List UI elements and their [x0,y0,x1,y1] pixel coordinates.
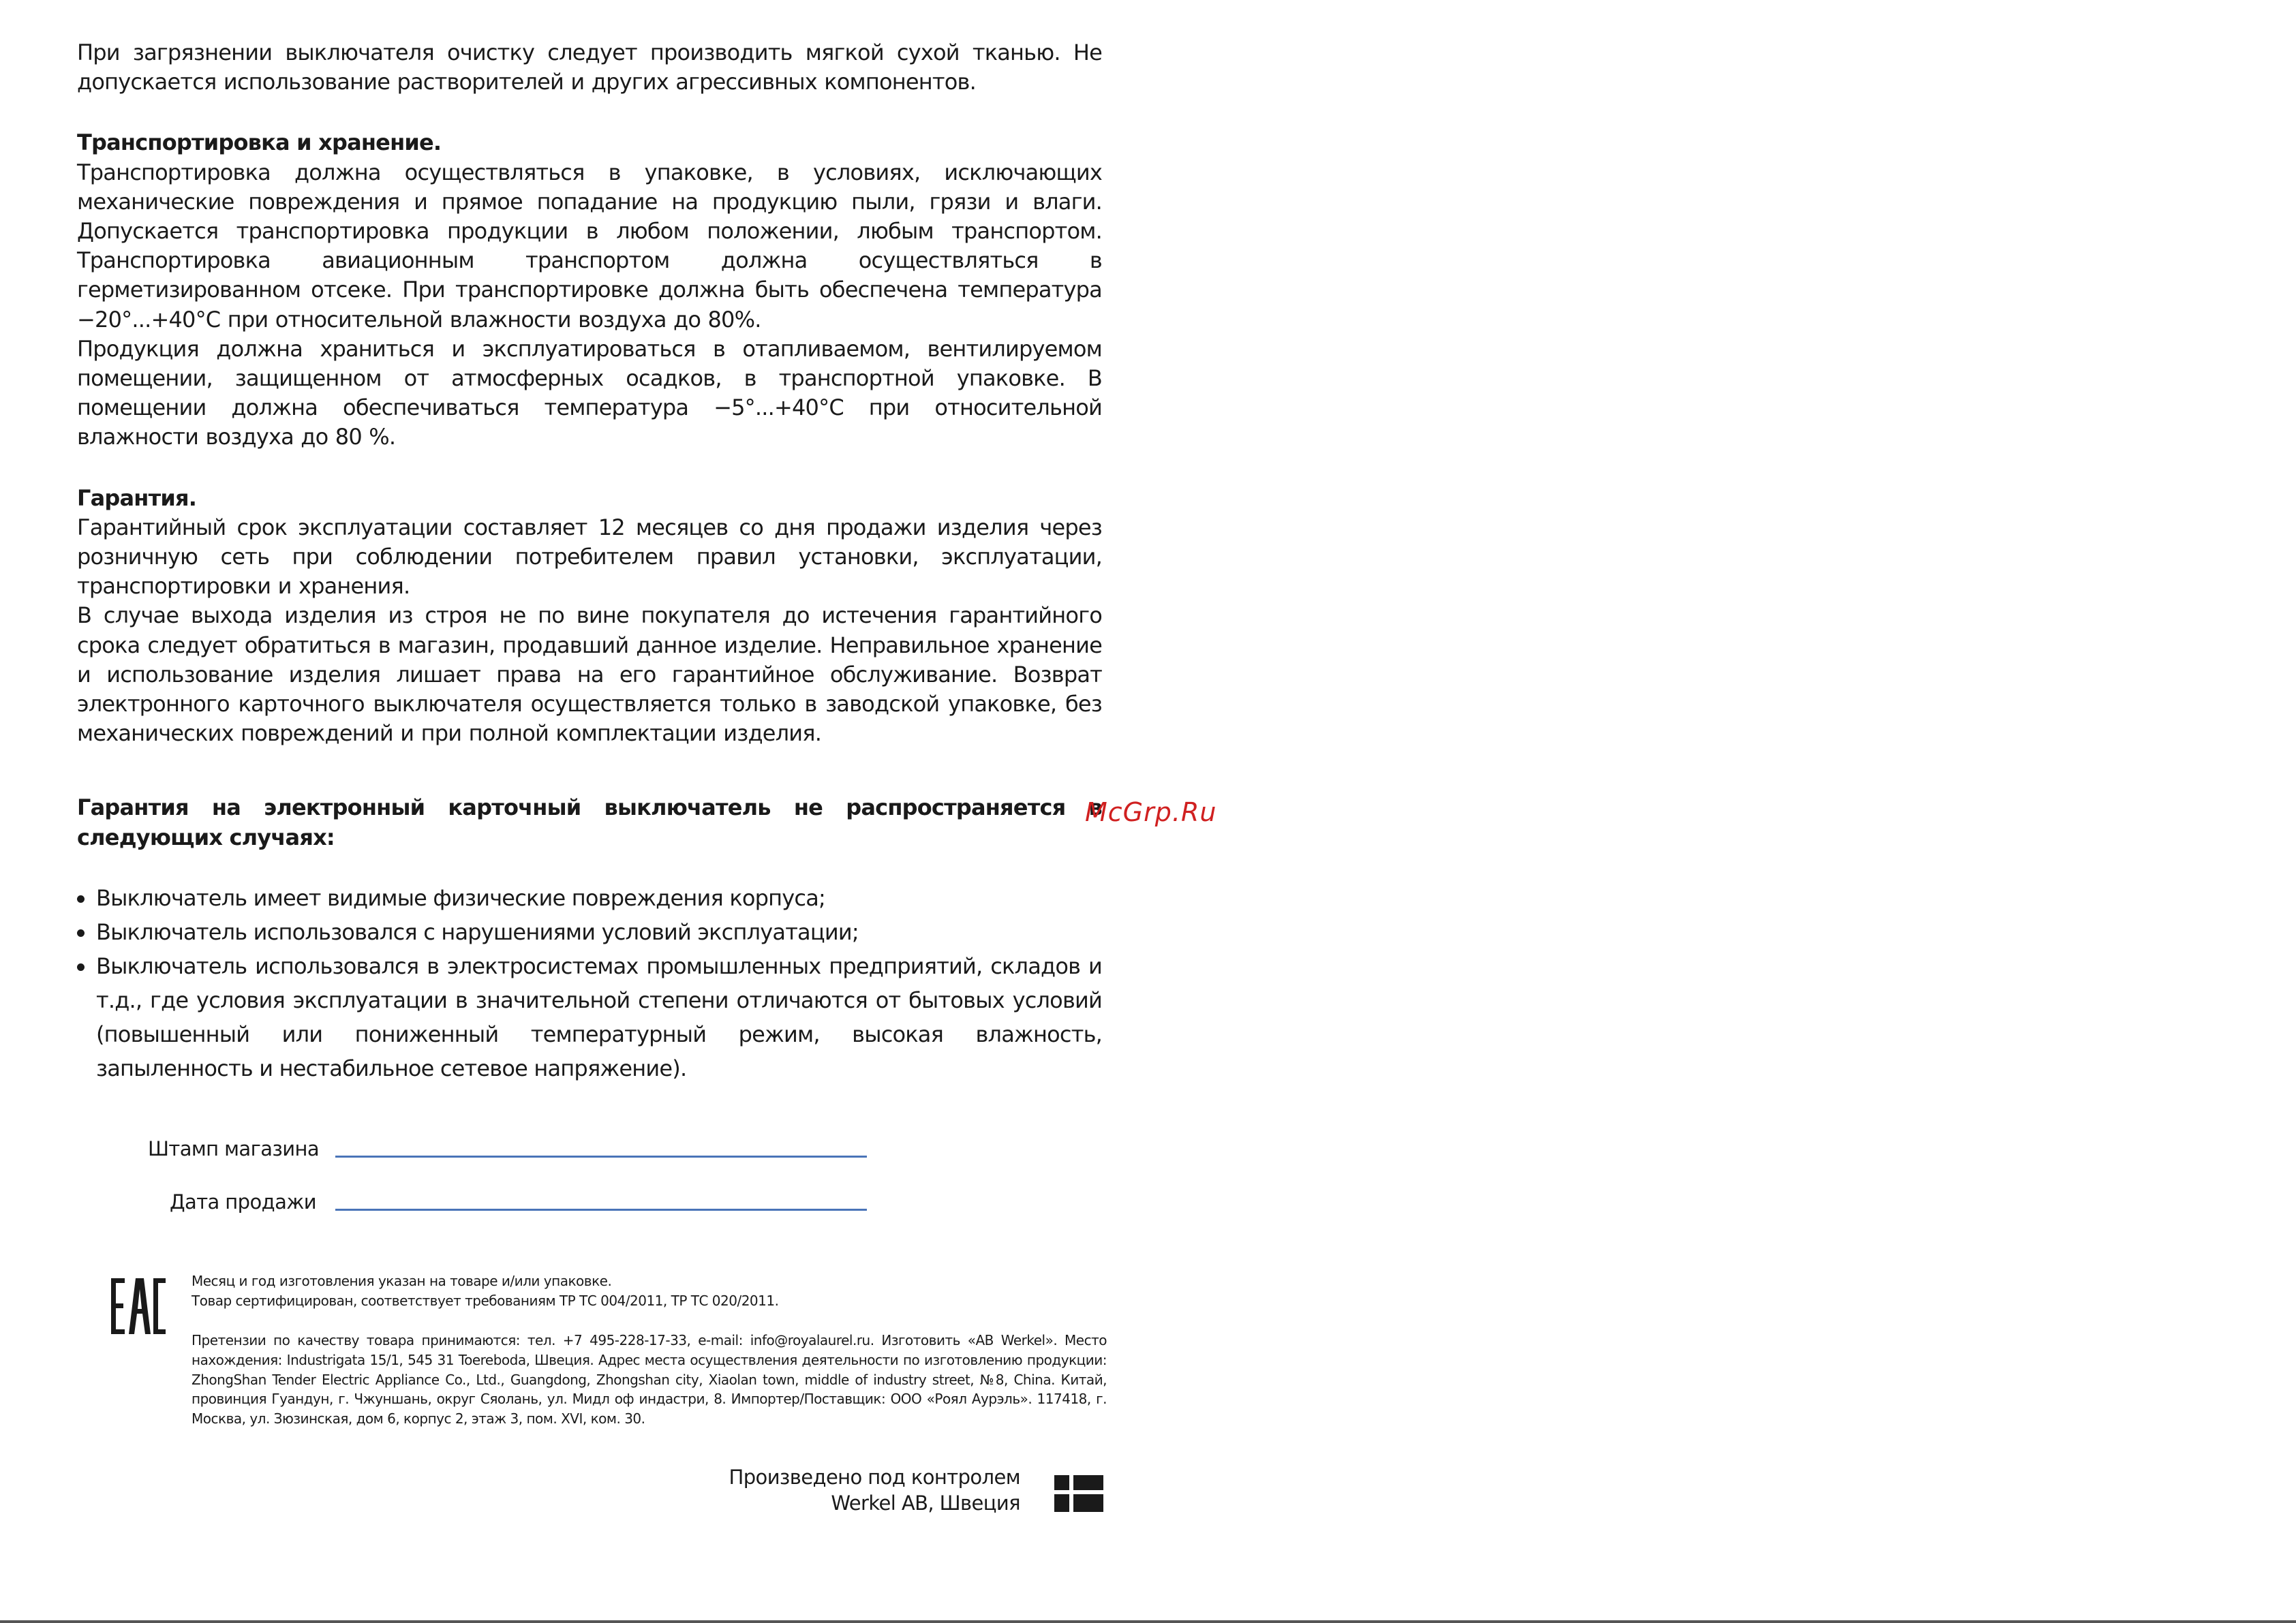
list-item: Выключатель использовался в электросистемах промышленных предприятий, складов и т.д., где условия эксплуатации в значительной степени отличаются от бытовых условий (повышенный или пониженный температурный режим, высокая влажность, запыленность и нестабильное сетевое напряжение). [77,949,1102,1085]
bullet-icon [77,929,85,937]
claims-paragraph: Претензии по качеству товара принимаются: тел. +7 495-228-17-33, e-mail: info@royalaurel.ru. Изготовить «AB Werkel». Место нахождения: Industrigata 15/1, 545 31 Toereboda, Швеция. Адрес места осуществления деятельности по изготовлению продукции: ZhongShan Tender Electric Appliance Co., Ltd., Guangdong, Zhongshan city, Xiaolan town, middle of industry street, №8, China. Китай, провинция Гуандун, г. Чжуншань, округ Сяолань, ул. Мидл оф индастри, 8. Импортер/Поставщик: ООО «Роял Аурэль». 117418, г. Москва, ул. Зюзинская, дом 6, корпус 2, этаж 3, пом. XVI, ком. 30. [192,1332,1107,1427]
page-bottom-border [0,1620,2296,1623]
warranty-paragraph-1: Гарантийный срок эксплуатации составляет 12 месяцев со дня продажи изделия через розничную сеть при соблюдении потребителем правил установки, эксплуатации, транспортировки и хранения. [77,514,1102,600]
produced-line-1: Произведено под контролем [729,1466,1020,1489]
sale-date-label: Дата продажи [170,1190,317,1214]
list-item: Выключатель использовался с нарушениями условий эксплуатации; [77,915,1102,949]
certification-note: Товар сертифицирован, соответствует требованиям ТР ТС 004/2011, ТР ТС 020/2011. [192,1293,779,1309]
sale-date-line[interactable] [335,1209,867,1211]
watermark: McGrp.Ru [1085,797,1217,827]
exclusions-heading: Гарантия на электронный карточный выключатель не распространяется в следующих случаях: [77,794,1102,850]
transport-heading: Транспортировка и хранение. [77,129,442,156]
storage-paragraph: Продукция должна храниться и эксплуатироваться в отапливаемом, вентилируемом помещении, защищенном от атмосферных осадков, в транспортной упаковке. В помещении должна обеспечиваться температура −5°...+40°С при относительной влажности воздуха до 80 %. [77,335,1102,450]
cleaning-paragraph: При загрязнении выключателя очистку следует производить мягкой сухой тканью. Не допускается использование растворителей и других агрессивных компонентов. [77,40,1102,95]
bullet-icon [77,895,85,903]
list-item: Выключатель имеет видимые физические повреждения корпуса; [77,881,1102,915]
werkel-logo-icon [1054,1475,1103,1512]
produced-line-2: Werkel AB, Швеция [831,1491,1020,1515]
shop-stamp-line[interactable] [335,1156,867,1158]
document-body [77,38,1102,1085]
shop-stamp-label: Штамп магазина [148,1137,319,1160]
eac-mark-icon [111,1278,166,1334]
bullet-icon [77,963,85,971]
exclusions-list [77,881,1102,1085]
manufacture-date-note: Месяц и год изготовления указан на товаре и/или упаковке. [192,1273,612,1289]
produced-under-control [729,1464,1020,1516]
warranty-heading: Гарантия. [77,484,197,511]
warranty-paragraph-2: В случае выхода изделия из строя не по вине покупателя до истечения гарантийного срока следует обратиться в магазин, продавший данное изделие. Неправильное хранение и использование изделия лишает права на его гарантийное обслуживание. Возврат электронного карточного выключателя осуществляется только в заводской упаковке, без механических повреждений и при полной комплектации изделия. [77,602,1102,747]
transport-paragraph-1: Транспортировка должна осуществляться в упаковке, в условиях, исключающих механические повреждения и прямое попадание на продукцию пыли, грязи и влаги. Допускается транспортировка продукции в любом положении, любым транспортом. Транспортировка авиационным транспортом должна осуществляться в герметизированном отсеке. При транспортировке должна быть обеспечена температура −20°...+40°С при относительной влажности воздуха до 80%. [77,159,1102,333]
